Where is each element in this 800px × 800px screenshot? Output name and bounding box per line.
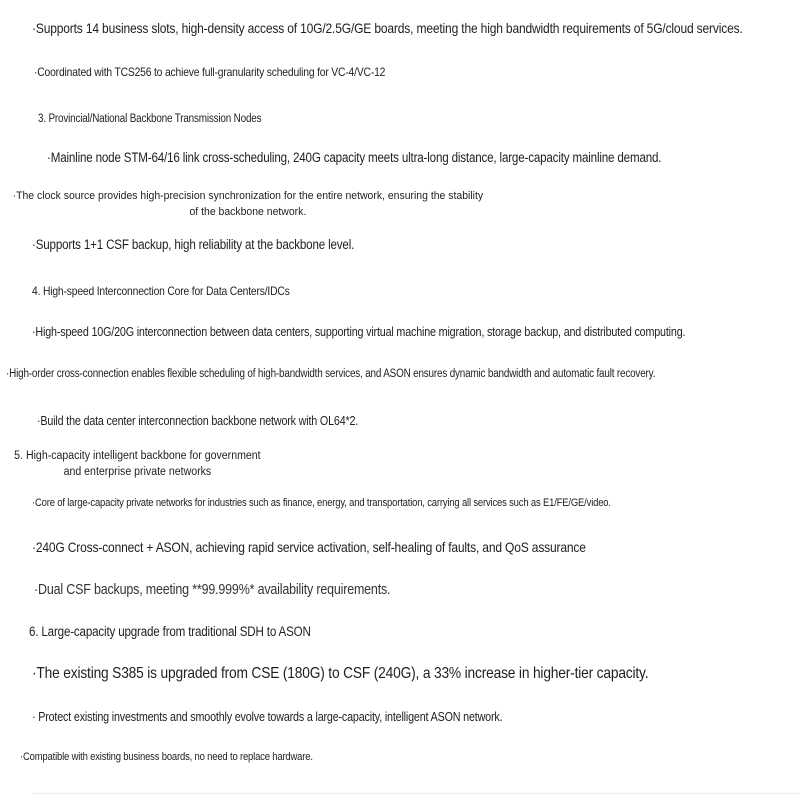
- bullet-ol64: ·Build the data center interconnection backbone network with OL64*2.: [37, 414, 359, 428]
- heading-sdh-upgrade: 6. Large-capacity upgrade from traditional SDH to ASON: [29, 624, 311, 639]
- bullet-clock-source: ·The clock source provides high-precision synchronization for the entire network, ensuring the stability of the backbone network.: [12, 190, 484, 218]
- bullet-compatible-boards: ·Compatible with existing business boards, no need to replace hardware.: [20, 751, 313, 763]
- bullet-tcs256: ·Coordinated with TCS256 to achieve full-granularity scheduling for VC-4/VC-12: [34, 65, 386, 79]
- bullet-14-slots: ·Supports 14 business slots, high-density access of 10G/2.5G/GE boards, meeting the high bandwidth requirements of 5G/cloud services.: [32, 20, 743, 36]
- bullet-high-order-cross: ·High-order cross-connection enables flexible scheduling of high-bandwidth services, and ASON ensures dynamic bandwidth and automatic fault recovery.: [6, 368, 656, 380]
- heading-backbone-nodes: 3. Provincial/National Backbone Transmission Nodes: [38, 113, 262, 125]
- heading-gov-enterprise: 5. High-capacity intelligent backbone for government and enterprise private networks: [14, 450, 261, 478]
- bullet-private-networks: ·Core of large-capacity private networks for industries such as finance, energy, and transportation, carrying all services such as E1/FE/GE/video.: [32, 497, 611, 509]
- heading-data-center-core: 4. High-speed Interconnection Core for Data Centers/IDCs: [32, 284, 290, 298]
- bullet-mainline-node: ·Mainline node STM-64/16 link cross-scheduling, 240G capacity meets ultra-long distance, large-capacity mainline demand.: [47, 150, 662, 165]
- bullet-dual-csf: ·Dual CSF backups, meeting **99.999%* availability requirements.: [34, 582, 391, 598]
- bullet-10g-20g: ·High-speed 10G/20G interconnection between data centers, supporting virtual machine migration, storage backup, and distributed computing.: [32, 325, 686, 339]
- bullet-240g-ason: ·240G Cross-connect + ASON, achieving rapid service activation, self-healing of faults, and QoS assurance: [32, 539, 586, 555]
- footer-divider: [32, 793, 800, 794]
- bullet-s385-upgrade: ·The existing S385 is upgraded from CSE (180G) to CSF (240G), a 33% increase in higher-tier capacity.: [32, 665, 649, 682]
- bullet-csf-backup: ·Supports 1+1 CSF backup, high reliability at the backbone level.: [32, 237, 355, 252]
- bullet-protect-investments: · Protect existing investments and smoothly evolve towards a large-capacity, intelligent ASON network.: [32, 710, 503, 724]
